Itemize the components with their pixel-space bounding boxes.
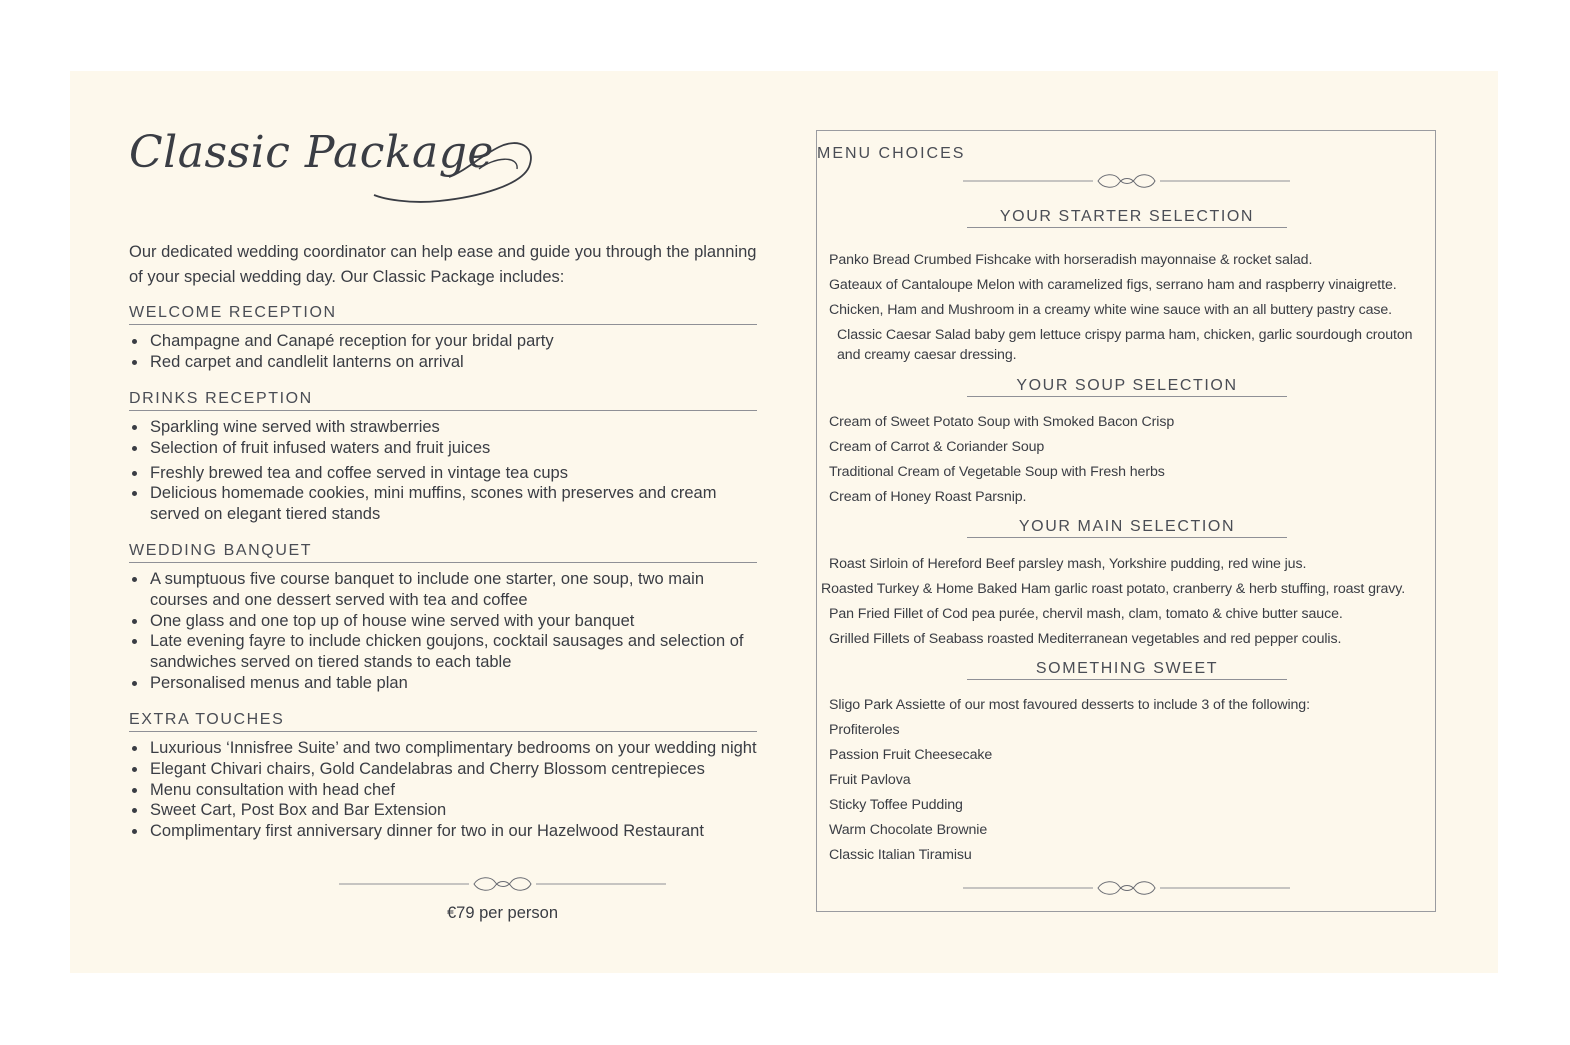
section-heading: EXTRA TOUCHES <box>129 710 757 732</box>
menu-item: Passion Fruit Cheesecake <box>829 747 993 763</box>
list-item: Red carpet and candlelit lanterns on arrival <box>129 352 757 373</box>
menu-item: Profiteroles <box>829 722 900 738</box>
list-item: One glass and one top up of house wine served with your banquet <box>129 611 757 632</box>
menu-section-heading: YOUR STARTER SELECTION <box>967 207 1287 228</box>
list-item: Menu consultation with head chef <box>129 780 757 801</box>
list-item: Personalised menus and table plan <box>129 673 757 694</box>
menu-item: Classic Italian Tiramisu <box>829 847 972 863</box>
section-drinks-reception <box>129 389 757 525</box>
menu-item: Cream of Honey Roast Parsnip. <box>829 489 1027 505</box>
menu-choices-box <box>816 130 1436 912</box>
menu-item: Cream of Carrot & Coriander Soup <box>829 439 1045 455</box>
package-card <box>70 71 1498 973</box>
section-heading: WEDDING BANQUET <box>129 541 757 563</box>
price-label: €79 per person <box>447 904 558 922</box>
list-item: Champagne and Canapé reception for your bridal party <box>129 331 757 352</box>
menu-item: Cream of Sweet Potato Soup with Smoked Bacon Crisp <box>829 414 1175 430</box>
menu-section-heading: YOUR SOUP SELECTION <box>967 376 1287 397</box>
list-item: Delicious homemade cookies, mini muffins, scones with preserves and cream served on elegant tiered stands <box>129 483 757 525</box>
section-extra-touches <box>129 710 757 842</box>
soup-list <box>817 412 1435 512</box>
menu-item: Sticky Toffee Pudding <box>829 797 963 813</box>
list-item: Luxurious ‘Innisfree Suite’ and two complimentary bedrooms on your wedding night <box>129 738 757 759</box>
section-list <box>129 738 757 842</box>
section-wedding-banquet <box>129 541 757 694</box>
flourish-divider-icon <box>339 874 666 894</box>
title-swash-icon <box>369 127 539 207</box>
menu-item: Traditional Cream of Vegetable Soup with Fresh herbs <box>829 464 1165 480</box>
section-heading: WELCOME RECEPTION <box>129 303 757 325</box>
menu-title: MENU CHOICES <box>817 145 966 162</box>
main-list <box>817 554 1435 654</box>
menu-item: Fruit Pavlova <box>829 772 911 788</box>
list-item: A sumptuous five course banquet to include one starter, one soup, two main courses and one dessert served with tea and coffee <box>129 569 757 611</box>
package-title-block <box>129 127 549 217</box>
menu-item: Grilled Fillets of Seabass roasted Mediterranean vegetables and red pepper coulis. <box>829 631 1342 647</box>
menu-item: Panko Bread Crumbed Fishcake with horseradish mayonnaise & rocket salad. <box>829 252 1313 268</box>
dessert-list <box>817 695 1435 870</box>
menu-item: Sligo Park Assiette of our most favoured desserts to include 3 of the following: <box>829 697 1310 713</box>
section-list <box>129 417 757 525</box>
menu-item: Pan Fried Fillet of Cod pea purée, chervil mash, clam, tomato & chive butter sauce. <box>829 606 1343 622</box>
flourish-divider-icon <box>963 878 1290 898</box>
section-list <box>129 569 757 694</box>
menu-item: Roasted Turkey & Home Baked Ham garlic roast potato, cranberry & herb stuffing, roast gravy. <box>821 581 1406 597</box>
list-item: Late evening fayre to include chicken goujons, cocktail sausages and selection of sandwiches served on tiered stands to each table <box>129 631 757 673</box>
menu-section-heading: YOUR MAIN SELECTION <box>967 517 1287 538</box>
list-item: Sparkling wine served with strawberries <box>129 417 757 438</box>
section-list <box>129 331 757 373</box>
flourish-divider-icon <box>963 171 1290 191</box>
list-item: Selection of fruit infused waters and fruit juices <box>129 438 757 459</box>
list-item: Elegant Chivari chairs, Gold Candelabras and Cherry Blossom centrepieces <box>129 759 757 780</box>
list-item: Sweet Cart, Post Box and Bar Extension <box>129 800 757 821</box>
list-item: Complimentary first anniversary dinner for two in our Hazelwood Restaurant <box>129 821 757 842</box>
section-heading: DRINKS RECEPTION <box>129 389 757 411</box>
menu-item: Warm Chocolate Brownie <box>829 822 988 838</box>
package-intro: Our dedicated wedding coordinator can help ease and guide you through the planning of your special wedding day. Our Classic Package includes: <box>129 243 757 286</box>
package-title: Classic Package <box>129 127 494 178</box>
menu-item: Roast Sirloin of Hereford Beef parsley mash, Yorkshire pudding, red wine jus. <box>829 556 1307 572</box>
list-item: Freshly brewed tea and coffee served in vintage tea cups <box>129 463 757 484</box>
menu-section-heading: SOMETHING SWEET <box>967 659 1287 680</box>
section-welcome-reception <box>129 303 757 373</box>
menu-item: Chicken, Ham and Mushroom in a creamy white wine sauce with an all buttery pastry case. <box>829 302 1392 318</box>
menu-item: Gateaux of Cantaloupe Melon with caramelized figs, serrano ham and raspberry vinaigrette. <box>829 277 1397 293</box>
starter-list <box>817 250 1435 370</box>
menu-item: Classic Caesar Salad baby gem lettuce crispy parma ham, chicken, garlic sourdough crouton and creamy caesar dressing. <box>837 327 1413 363</box>
price-block <box>339 874 666 923</box>
